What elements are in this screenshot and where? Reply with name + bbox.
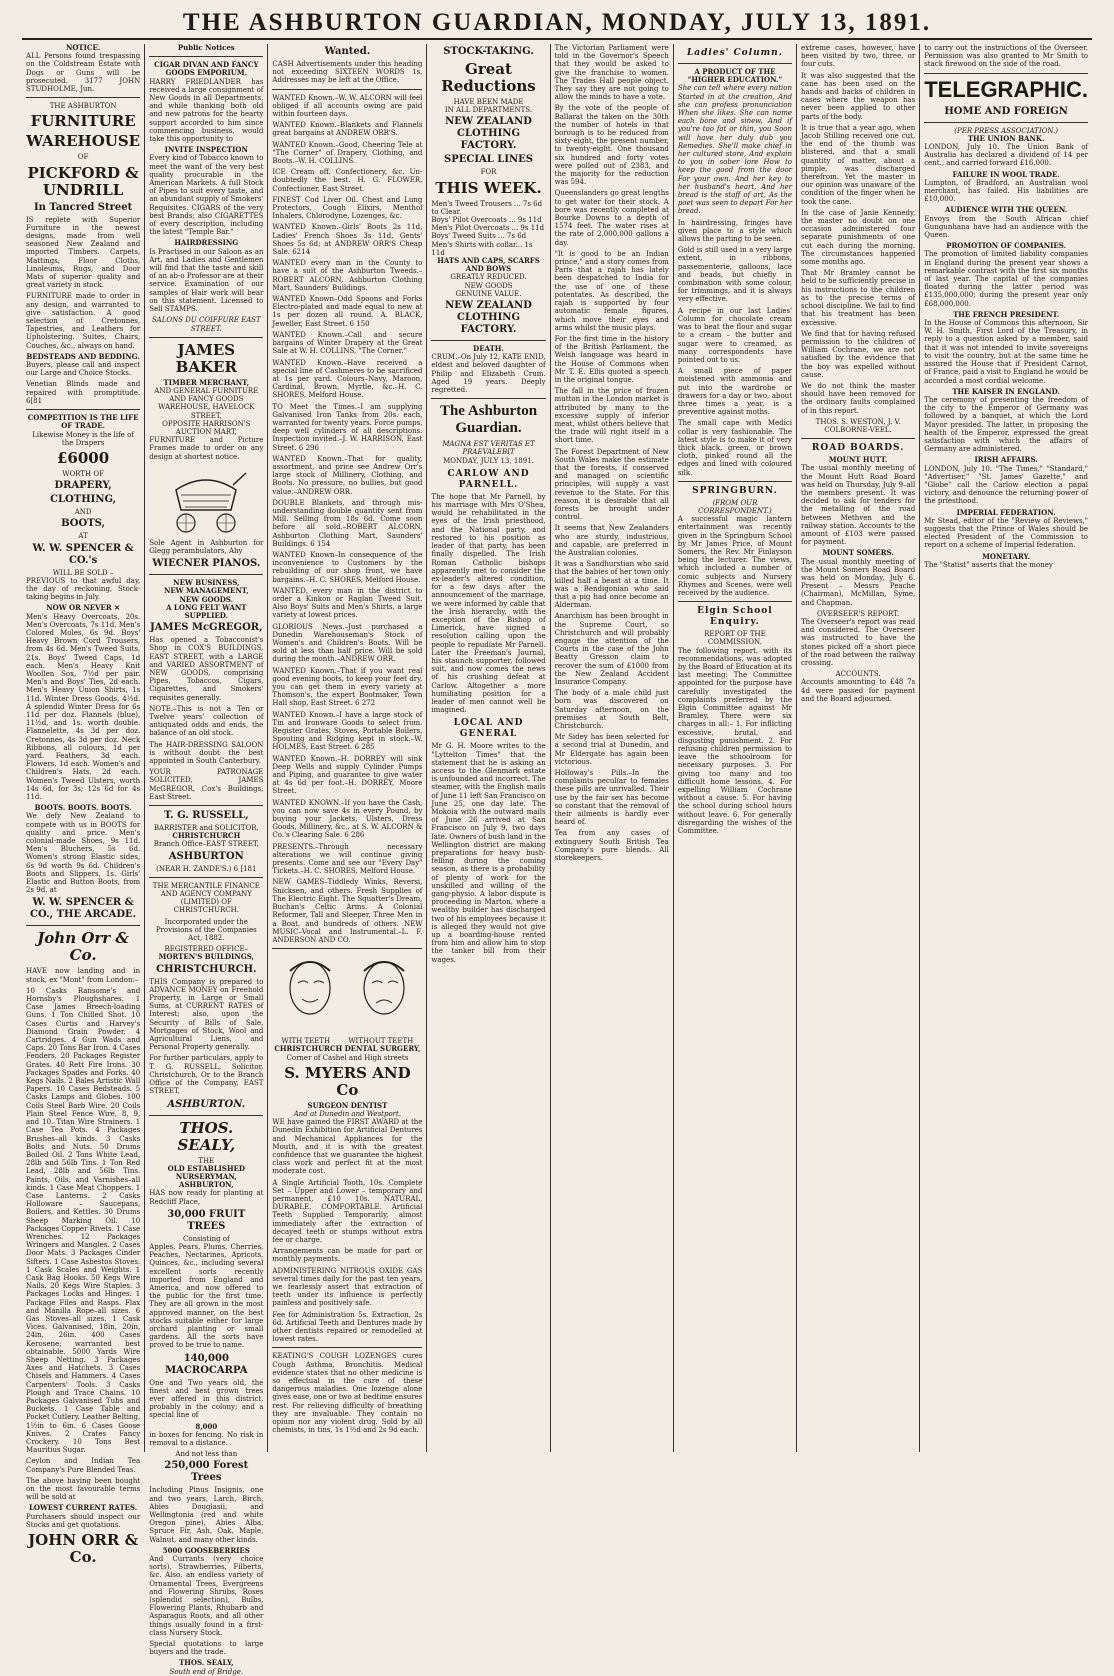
ad-competition: COMPETITION IS THE LIFE OF TRADE.: [27, 413, 139, 431]
report-signed: THOS. S. WESTON, J. V. COLBORNE-VEEL.: [815, 417, 901, 434]
overseer-heading: OVERSEER'S REPORT.: [817, 609, 900, 618]
mount-somers-heading: MOUNT SOMERS.: [822, 548, 894, 558]
news-item: The Forest Department of New South Wales make the estimate that the forests, if conserved and managed on scientific principles, will supply a vast revenue to the State. For this reason, it is desirable that all forests be brought under control.: [554, 447, 669, 522]
ad-company-body: THIS Company is prepared to ADVANCE MONEY on Freehold Property, in Large or Small Sums, at CURRENT RATES of Interest; also, upon the Security of Bills of Sale, Mortgages of Stock, Wool and Agricultural Liens, and Personal Property generally.: [149, 977, 264, 1052]
dental-myers: S. MYERS AND Co: [284, 1063, 411, 1099]
ad-forest-body: Including Pinus Insignis, one and two years, Larch, Birch, Abies Douglasii, and Wellingtonia (red and white Oregon pine), Abies Alba, Spruce Fir, Ash, Oak, Maple, Walnut, and many other kinds.: [149, 1486, 264, 1544]
wanted-ad: WANTED Known.–Blankets and Flannels great bargains at ANDREW ORR'S.: [272, 121, 423, 138]
divider: [272, 948, 422, 949]
ad-barrister: BARRISTER and SOLICITOR,: [153, 824, 259, 833]
ad-new-goods: NEW GOODS.: [179, 594, 234, 604]
ladies-item: In hairdressing, fringes have given place to a style which allows the parting to be seen.: [677, 218, 793, 244]
ad-amount: £6000: [57, 448, 110, 467]
ad-fruit-body: Apples, Pears, Plums, Cherries, Peaches, Nectarines, Apricots, Quinces, &c., including several excellent sorts recently imported from England and America, and now offered to the public for the first time. They are all grown in the most approved manner, on the best stocks suitable either for large orchard planting or small gardens. All the sorts have proved to be true to name.: [149, 1242, 264, 1350]
ad-orr-intro: HAVE now landing and in stock, ex "Mont" from London:–: [26, 967, 141, 984]
dental-addr: Corner of Cashel and High streets: [286, 1053, 409, 1062]
price-line: Men's Shirts with collar... 1s 11d: [431, 240, 533, 257]
price-line: Boys' Tweed Suits ... 7s 6d: [431, 232, 527, 241]
ad-will-be-sold: WILL BE SOLD –: [52, 568, 114, 577]
ad-wiecner: WIECNER PIANOS.: [152, 558, 261, 570]
elgin-body: The following report, with its recommendations, was adopted by the Board of Education at its last meeting: The Committee appointed for the purpose have carefully investigated the complaints preferred by the Elgin Committee against Mr Bramley. There were six charges in all:– 1. For inflicting excessive, brutal, and disgusting punishment. 2. For refusing children permission to leave the schoolroom for necessary purposes. 3. For giving too many and too difficult home lessons. 4. For expelling William Cochrane without a cause. 5. For having the school during school hours without leave. 6. For generally disregarding the wishes of the Committee.: [677, 646, 793, 836]
columns: [22, 43, 1092, 1676]
ad-goose-body: And Currants (very choice sorts), Strawberries, Filberts, &c. Also, an endless variety of Ornamental Trees, Evergreens and Flowering Shrubs, Roses (splendid selection), Bulbs, Flowering Plants, Rhubarb and Asparagus Roots, and all other things usually found in a first-class Nursery Stock.: [149, 1555, 264, 1637]
ad-firm-body: IS replete with Superior Furniture in the newest designs, made from well seasoned New Zealand and imported Timbers. Carpets, Mattings, Floor Cloths, Linoleums, Rugs, and Door Mats of superior quality and great variety in stock.: [26, 215, 141, 290]
ad-drapery: DRAPERY,: [54, 480, 112, 492]
ad-hair-body: Is Practised in our Saloon as an Art, and Ladies and Gentlemen will find that the taste and skill of an ab-o Professor are at their service. Examination of our samples of Hair work will bear on this statement. Licensed to Sell STAMPS.: [149, 247, 264, 314]
death-heading: DEATH.: [473, 344, 504, 354]
ad-clothing: CLOTHING,: [50, 494, 117, 506]
column-8: [920, 44, 1092, 1452]
overseer-body: The Overseer's report was read and considered. The Overseer was instructed to have the stones picked off a short piece of the road between the railway crossing.: [801, 618, 916, 668]
column-7: [797, 44, 920, 1452]
masthead: [22, 8, 1092, 40]
with-teeth-caption: WITH TEETH: [281, 1037, 331, 1046]
divider: [678, 63, 792, 64]
ladies-column: Ladies' Column.: [686, 48, 783, 58]
cable-french-body: In the House of Commons this afternoon, Sir W. H. Smith, First Lord of the Treasury, in reply to a question asked by a member, said that it was not intended to invite sovereigns to visit the country, but at the same time he assured the House that if President Carnot, of France, paid a visit to England he would be accorded a most cordial welcome.: [924, 319, 1089, 385]
mount-hutt-heading: MOUNT HUTT.: [828, 455, 888, 465]
ad-general: AND GENERAL FURNITURE AND FANCY GOODS WAREHOUSE, HAVELOCK STREET,: [154, 386, 259, 420]
column-1: [22, 43, 145, 1567]
cable-union-body: LONDON, July 10. The Union Bank of Australia has declared a dividend of 14 per cent., and carried forward £16,000.: [924, 143, 1089, 168]
ad-fruit-trees: 30,000 FRUIT TREES: [167, 1208, 246, 1232]
dental-portraits-illustration: [272, 953, 422, 1033]
article-local-body: Mr G. H. Moore writes to the "Lyttelton Times" that the statement that he is asking an access to the Glenmark estate is unfounded and incorrect. The steamer, with the English mails of June 11 left San Francisco on June 25, one day late. The Mokoia with the outward mails of June 26 arrived at San Francisco on July 9, two days late. Owners of bush land in the Wellington district are making preparations for heavy bush-felling during the coming season, as there is a probability of plenty of work for the unskilled and willing of the gang-physio. A labor dispute is proceeding in Marton, where a wealthy builder has discharged two of his employees because it is alleged they would not give up a boarding-house rented from him and allow him to stop the tanker bill from their wages.: [431, 742, 546, 964]
ad-mcgregor: JAMES McGREGOR,: [150, 622, 263, 634]
mount-somers-body: The usual monthly meeting of the Mount Somers Road Board was held on Monday, July 6. Present – Messrs Peache (Chairman), McMillan, Syme, and Chapman.: [801, 557, 916, 607]
ad-christchurch2: CHRISTCHURCH.: [156, 963, 257, 975]
ad-forest-trees: 250,000 Forest Trees: [164, 1460, 249, 1484]
news-item: For the first time in the history of the British Parliament, the Welsh language was heard in the House of Commons when Mr T. E. Ellis quoted a speech in the original tongue.: [554, 334, 669, 384]
ad-gooseberries: 5000 GOOSEBERRIES: [162, 1545, 250, 1555]
newspaper-title: THE ASHBURTON GUARDIAN, MONDAY, JULY 13, 1891.: [182, 9, 932, 36]
column-3: [268, 44, 427, 1452]
news-item: to carry out the instructions of the Overseer. Permission was also granted to Mr Smith to stack firewood on the side of the road.: [924, 44, 1089, 69]
ad-orr-sign: JOHN ORR & Co.: [28, 1531, 139, 1567]
price-line: Men's Tweed Trousers ... 7s 6d to Clear.: [431, 199, 543, 216]
ladies-item: The small cape with Medici collar is very fashionable. The latest style is to make it of very thick black, green, or brown cloth, pinked round all the edges and lined with coloured silk.: [677, 419, 793, 477]
ad-special: Special quotations to large buyers and the trade.: [149, 1640, 264, 1657]
ad-patronage: YOUR PATRONAGE SOLICITED, JAMES McGREGOR, Cox's Buildings, East Street.: [149, 768, 264, 801]
column-5: [551, 44, 674, 1452]
wanted-ad: GLORIOUS News.–Just purchased a Dunedin Warehouseman's Stock of Women's and Children's Boots. Will be sold at less than half price. Will be sold during the month.–ANDREW ORR.: [272, 622, 423, 664]
ad-consisting: Consisting of: [183, 1234, 230, 1243]
ad-bedsteads: BEDSTEADS AND BEDDING.: [26, 351, 140, 361]
notice-title: NOTICE.: [65, 43, 101, 52]
dental-fee: Fee for Administration 5s. Extraction, 2s 6d. Artificial Teeth and Dentures made by other dentists repaired or remodelled at lowest rates.: [272, 1310, 423, 1344]
ad-further: For further particulars, apply to T. G. RUSSELL, Solicitor, Christchurch, Or to the Branch Office of the Company, EAST STREET,: [149, 1054, 264, 1096]
ad-ashburton-caps: ASHBURTON: [168, 850, 244, 862]
report-item: In the case of Janie Kennedy, the master no doubt on one occasion administered four separate punishments of one cut each during the morning. The circumstances happened some months ago.: [801, 208, 916, 267]
column-6: [674, 44, 797, 1452]
wanted-cash-ads: CASH Advertisements under this heading not exceeding SIXTEEN WORDS 1s. Addresses may be left at the Office.: [272, 60, 423, 85]
ad-boxes: in boxes for fencing. No risk in removal to a distance.: [149, 1430, 264, 1447]
ad-new-management: NEW MANAGEMENT,: [163, 586, 249, 596]
ad-nz-clothing: NEW ZEALAND CLOTHING FACTORY.: [445, 116, 532, 152]
wanted-ad: WANTED Known.–H. DORREY will sink Deep Wells and supply Cylinder Pumps and Piping, and guarantee to give water at 4s 6d per foot.–H. DORREY, Moore Street.: [272, 754, 423, 796]
notice-body: ALL Persons found trespassing on the Coldstream Estate with Dogs or Guns will be prosecuted. 3177 JOHN STUDHOLME, Jun.: [26, 52, 141, 94]
wanted-ad: ICE Cream off. Confectionery, &c. Un-doubtedly the best. H. G. FLOWER, Confectioner, East Street.: [272, 168, 423, 193]
divider: [924, 73, 1088, 74]
ad-hairdressing: HAIRDRESSING: [174, 238, 239, 248]
news-item: Tea from any cases of extinguery South British Tea Company's pure blends. All storekeepers.: [554, 829, 669, 863]
ad-new-business: NEW BUSINESS,: [173, 578, 240, 588]
news-item: The Victorian Parliament were told in the Governor's Speech that they would be asked to give the franchise to women. The Trades Hall people object. They say they are not going to allow the minds to have a vote.: [554, 44, 669, 102]
news-item: "It is good to be an Indian prince," and a story comes from Paris that a rajah has lately been despatched to India for the use of one of these potentates. As described, the rajah is supported by four automatic female figures, which move their eyes and arms whilst the music plays.: [554, 249, 669, 332]
ad-ashburton-ital: ASHBURTON.: [167, 1098, 246, 1110]
ad-worth-of: WORTH OF: [62, 469, 104, 478]
news-item: The body of a male child just born was discovered on Saturday afternoon, on the premises at South Belt, Christchurch.: [554, 689, 669, 731]
ad-in-all: IN ALL DEPARTMENTS.: [444, 106, 533, 115]
cable-failure-body: Lumpton, of Bradford, an Australian wool merchant, has failed. His liabilities are £10,000.: [924, 178, 1089, 204]
cable-french: THE FRENCH PRESIDENT.: [953, 309, 1060, 319]
ad-one-two: One and Two years old, the finest and best grown trees ever offered in this district, probably in the colony; and a special line of: [149, 1378, 264, 1420]
dental-body: WE have gained the FIRST AWARD at the Dunedin Exhibition for Artificial Dentures and Mechanical Appliances for the Mouth, and it is with the greatest confidence that we guarantee the highest class work and perfect fit at the most moderate cost.: [272, 1118, 423, 1176]
dental-arrangements: Arrangements can be made for part or monthly payments.: [272, 1247, 423, 1264]
wanted-ad: WANTED, every man in the district to order a Kinkon or Raglan Tweed Suit. Also Boys' Suits and Men's Shirts, a large variety at lowest prices.: [272, 586, 423, 620]
cable-irish-body: LONDON, July 10. "The Times," "Standard," "Advertiser," "St. James' Gazette," and "Globe" call the Carlow election a papal victory, and denounce the returning power of the priesthood.: [924, 464, 1089, 506]
poem-body: She can tell where every nation Started in at the creation, And she can profess pronunciation When she likes. She can name each bone and sinew, And if you're too fat or thin, you Soon will have her duly dub you Remedies. She'll make chief in her cultured store, And explain to you in sober lore How to keep the good from the door For your own. And her key to her husband's heart, And her bread is the staff of art, As the poet was seen to depart For her bread.: [677, 84, 793, 216]
elgin-report: REPORT OF THE COMMISSION.: [704, 630, 766, 647]
wanted-ad: TO Meet the Times.–I am supplying Galvanised Iron Tanks from 20s. each, warranted for twenty years. Force pumps, deep well cylinders of all descriptions. Inspection invited.–J. W. HARRISON, East Street. 6 296: [272, 402, 423, 452]
cable-monetary: MONETARY.: [982, 551, 1031, 561]
road-boards-heading: ROAD BOARDS.: [811, 443, 905, 454]
ad-boots: BOOTS,: [61, 518, 106, 530]
ad-purchasers: Purchasers should inspect our Stocks and get quotations.: [26, 1512, 141, 1529]
price-lines-list: [431, 200, 545, 257]
section-public-notices: Public Notices: [177, 43, 235, 52]
news-item: It was a Sandhurstian who said that the babies of her town only killed half a beast at a time. It was a Bendigonian who said that a pig had once become an Alderman.: [554, 560, 669, 610]
report-item: extreme cases, however, have been visited by two, three, or four cuts.: [801, 44, 916, 69]
news-item: It seems that New Zealanders who are sturdy, industrious, and capable, are preferred in the Australian colonies.: [554, 524, 669, 557]
ad-james-baker: JAMES BAKER: [175, 340, 237, 376]
ad-mcgregor-body: Has opened a Tobacconist's Shop in COX'S BUILDINGS, EAST STREET, with a LARGE and VARIED ASSORTMENT of NEW GOODS, comprising Pipes, Tobaccos, Cigars, Cigarettes, and Smokers' requisites generally.: [149, 636, 264, 702]
ad-saloon: The HAIR-DRESSING SALOON is without doubt the best appointed in South Canterbury.: [149, 740, 264, 765]
ad-sealy-intro: HAS now ready for planting at Redcliff Place,: [149, 1189, 264, 1206]
ad-buyers: Buyers, please call and inspect our Large and Choice Stocks.: [26, 361, 141, 378]
report-item: We do not think the master should have been removed for the ordinary faults complained of in this report.: [801, 381, 916, 415]
cable-promotion-body: The promotion of limited liability companies in England during the present year shows a remarkable contrast with the first six months of last year. The capital of the companies floated during the latter period was £135,000,000; during the present year only £68,000,000.: [924, 250, 1089, 308]
divider: [149, 805, 263, 806]
divider: [149, 56, 263, 57]
ad-boots-body: We defy New Zealand to compete with us in BOOTS for quality and price. Men's colonial-made Shoes, 9s 11d. Men's Bluchers, 5s 6d. Women's strong Elastic sides, 6s 9d worth 9s 6d. Children's Boots and Slippers, 1s. Girls' Elastic and Button Boots, from 2s 9d. at: [26, 812, 141, 895]
ad-warehouse: WAREHOUSE: [26, 132, 141, 151]
ad-orr-tea: Ceylon and Indian Tea Company's Pure Blended Teas.: [26, 1457, 141, 1474]
ad-ashburton: THE ASHBURTON: [49, 102, 117, 111]
divider: [149, 1115, 263, 1116]
ad-stock-taking: STOCK-TAKING.: [443, 46, 534, 57]
ad-venetian: Venetian Blinds made and repaired with promptitude. 6[81: [26, 380, 141, 405]
death-body: CRUM.–On July 12, KATE ENID, eldest and beloved daughter of Philip and Elizabeth Crum. Aged 19 years. Deeply regretted.: [431, 353, 546, 395]
ad-special-lines: SPECIAL LINES: [444, 154, 533, 166]
ad-mercantile: THE MERCANTILE FINANCE AND AGENCY COMPANY (LIMITED) OF CHRISTCHURCH.: [152, 881, 260, 915]
cable-audience: AUDIENCE WITH THE QUEEN.: [945, 205, 1068, 215]
ladies-item: A recipe in our last Ladies' Column for chocolate cream was to beat the flour and sugar to a cream – the butter and sugar were to creamed, as many correspondents have pointed out to us.: [677, 306, 793, 364]
ad-price-list: Men's Heavy Overcoats, 20s. Men's Overcoats, 7s 11d. Men's Colored Moles, 6s 9d. Boys' Heavy Brown Cord Trousers, from 4s 6d. Men's Tweed Suits, 21s. Boys' Tweed Caps, 1d each. Men's Heavy Knit Woollen Sox, 7½d per pair. Men's and Boys' Ties, 2d each. Men's Heavy Union Shirts, 1s 11d. Winter Dress Goods, 4½d. A splendid Winter Dress for 6s 11d per doz. Flannels (blue), 11½d, and 1s. worth double. Flannelette, 4s 3d per doz. Cretonnes, 4s 3d per doz. Neck Ribbons, all colours, 1d per yard. Feathers, 3d each. Flowers, 1d each. Women's and Children's Hats, 2d each. Women's Tweed Ulsters, worth 14s 6d, for 3s; 12s 6d for 4s 11d.: [26, 612, 141, 801]
ad-nz-factory: NEW ZEALAND CLOTHING FACTORY.: [445, 300, 532, 336]
ad-keating: KEATING'S COUGH LOZENGES cures Cough Asthma, Bronchitis. Medical evidence states that no other medicine is so effectual in the cure of these dangerous maladies. One lozenge alone gives ease, one or two at bedtime ensures rest. For relieving difficulty of breathing they are invaluable. They contain no opium nor any violent drug. Sold by all chemists, in tins, 1s 1½d and 2s 9d each.: [272, 1352, 423, 1435]
divider: [272, 1347, 422, 1348]
ad-john-orr: John Orr & Co.: [37, 929, 129, 965]
cable-failure: FAILURE IN WOOL TRADE.: [952, 169, 1060, 179]
cable-promotion: PROMOTION OF COMPANIES.: [946, 241, 1067, 251]
ad-invite-body: Every kind of Tobacco known to meet the want of the very best quality procurable in the American Markets. A full Stock of Pipes to suit every taste, and an abundant supply of Smokers' Requisites. CIGARS of the very best Brands; also CIGARETTES of every description, including the latest "Temple Bar.": [149, 154, 264, 237]
cable-kaiser: THE KAISER IN ENGLAND.: [952, 386, 1060, 396]
ad-street: In Tancred Street: [33, 201, 133, 213]
divider: [26, 925, 140, 926]
wanted-ad: WANTED every man in the County to have a suit of the Ashburton Tweeds.–ROBERT ALCORN, Ashburton Clothing Mart, Saunders' Buildings.: [272, 259, 423, 292]
springburn-body: A successful magic lantern entertainment was recently given in the Springburn School by Mr James Price, of Mount Somers, the Rev. Mr Finlayson being the lecturer. The views, which included a number of comic subjects and Nursery Rhymes and Scenes, were well received by the audience.: [677, 515, 793, 597]
ad-timber: TIMBER MERCHANT,: [163, 377, 250, 387]
dental-nitrous: ADMINISTERING NITROUS OXIDE GAS several times daily for the past ten years, we fearlessly assert that extraction of teeth under its influence is perfectly painless and positively safe.: [272, 1266, 423, 1308]
dental-single-tooth: A Single Artificial Tooth, 10s. Complete Set – Upper and Lower – temporary and permanent, £10 10s. NATURAL, DURABLE, COMFORTABLE. Artificial Teeth Supplied Temporarily, almost immediately after the extraction of decayed teeth or stumps without extra fee or charge.: [272, 1178, 423, 1244]
divider: [26, 97, 140, 98]
ad-invite: INVITE INSPECTION: [164, 145, 248, 155]
ad-genuine-value: GENUINE VALUE.: [455, 289, 522, 298]
ad-have-been: HAVE BEEN MADE: [453, 98, 524, 106]
cable-imperial: IMPERIAL FEDERATION.: [956, 507, 1056, 517]
wanted-ads-list: [272, 94, 422, 945]
ad-now-or-never: NOW OR NEVER ✕: [46, 603, 120, 613]
springburn-heading: SPRINGBURN.: [692, 485, 778, 496]
ad-salons: SALONS DU COIFFURE EAST STREET.: [151, 316, 261, 333]
news-item: Mr Sidey has been selected for a second trial at Dunedin, and Mr Eldergate has again been victorious.: [554, 733, 669, 766]
report-item: It is true that a year ago, when Jacob Stilling received one cut, the end of the thumb was blistered, and that a small quantity of matter, about a pimple, was discharged therefrom. Yet the master in our opinion was unaware of the condition of the finger when he took the cane.: [801, 123, 916, 206]
divider: [149, 877, 263, 878]
divider: [431, 340, 545, 341]
accounts-body: Accounts amounting to £48 7s 4d were passed for payment and the Board adjourned.: [801, 678, 916, 703]
ad-mortens: MORTEN'S BUILDINGS,: [158, 952, 254, 962]
wanted-ad: WANTED Known.–That if you want real good evening boots, to keep your feet dry, you can get them in every variety at Thomson's, the expert Bootmaker, Town Hall shop, East Street. 6 272: [272, 666, 423, 708]
divider: [801, 438, 915, 439]
ad-hats: HATS AND CAPS, SCARFS AND BOWS: [437, 256, 540, 274]
ad-furniture-order: FURNITURE made to order in any design, and warranted to give satisfaction. A good selection of Cretonnes, Tapestries, and Leathers for Upholstering. Suites, Chairs, Couches, &c., always on hand.: [26, 292, 141, 350]
ad-and-not: And not less than: [175, 1450, 238, 1459]
wanted-ad: PRESENTS.–Through necessary alterations we will continue giving presents. Come and see our "Every Day" Tickets.–H. C. SHORES, Melford House.: [272, 842, 423, 876]
ad-orr-list: 10 Casks Ransome's and Hornsby's Ploughshares. 1 Case James Breech-loading Guns. 1 Ton Chilled Shot. 10 Cases Curtis and Harvey's Diamond Grain Powder. 4 Cartridges. 4 Gun Wads and Caps. 20 Tons Bar Iron. 4 Cases Fenders. 20 Packages Register Grates. 40 Rett Fire Irons. 30 Packages Spades and Forks. 40 Kegs Nails. 2 Bales Artistic Wall Papers. 10 Cases Bedsteads. 5 Casks Lamps and Globes. 100 Coils Steel Barb Wire. 20 Coils Plain Steel Fence Wire, 8, 9, and 10. Titan Wire Strainers. 1 Case Tea Pots. 4 Packages Brushes–all kinds. 3 Casks Bolts and Nuts. 50 Drums Boiled Oil. 2 Tons White Lead, 28lb and 56lb Tins. 1 Ton Red Lead, 28lb and 56lb Tins. Paints, Oils, and Varnishes–all kinds. 1 Case Meat Choppers. 1 Case Lanterns. 2 Casks Holloware – Saucepans, Boilers, and Kettles. 30 Drums Sheep Marking Oil. 10 Packages Copper Rivets. 1 Case Wrenches. 12 Packages Wringers and Mangles. 2 Cases Door Mats. 3 Packages Cinder Sifters. 1 Case Asbestos Stoves. 1 Cask Scales and Weights. 1 Cask Bag Hooks. 50 Kegs Wire Nails. 20 Kegs Wire Staples. 3 Packages Locks and Hinges. 1 Package Files and Rasps. Flax and Manilla Rope–all sizes. 6 Gas Stoves–all sizes. 1 Cask Vices. Galvanised, 18in, 20in, 24in, 26in. 400 Cases Kerosene; warranted best obtainable. 5000 Yards Wire Sheep Netting. 3 Packages Axes and Hatchets. 3 Cases Chisels and Hammers. 4 Cases Carpenters' Tools. 3 Casks Plough and Trace Chains. 10 Packages Galvanised Tubs and Buckets. 1 Case Table and Pocket Cutlery. Leather Belting, 1½in to 6in. 6 Cases Goose Knives. 2 Crates Fancy Crockery. 10 Tons Best Mauritius Sugar.: [26, 986, 141, 1455]
wanted-ad: WANTED Known.–Good, Cheering Tele at "The Corner" of Drapery, Clothing, and Boots.–W. H. COLLINS.: [272, 140, 423, 166]
ad-macrocarpa: 140,000 MACROCARPA: [165, 1352, 248, 1376]
ad-opposite: OPPOSITE HARRISON'S AUCTION MART,: [162, 419, 251, 436]
guardian-date: MONDAY, JULY 13, 1891.: [443, 456, 534, 465]
ad-friedlander: HARRY FRIEDLANDER has received a large consignment of New Goods in all Departments, and while thanking both old and new patrons for the hearty support accorded to him since commencing business, would take this opportunity to: [149, 77, 264, 144]
ad-furniture: FURNITURE: [30, 112, 136, 131]
home-foreign: HOME AND FOREIGN: [944, 105, 1068, 117]
perambulator-illustration: [161, 465, 251, 535]
cable-kaiser-body: The ceremony of presenting the freedom of the city to the Emperor of Germany was followed by a banquet, at which the Lord Mayor presided. The latter, in proposing the health of the Emperor, expressed the great satisfaction with which the affairs of Germany are administered.: [924, 395, 1089, 454]
ad-sole-agent: Sole Agent in Ashburton for Glegg perambulators, Ahy: [149, 538, 264, 555]
ad-of: OF: [77, 153, 89, 162]
ad-cigar-divan: CIGAR DIVAN AND FANCY GOODS EMPORIUM.: [154, 60, 259, 78]
ladies-item: A small piece of paper moistened with ammonia and put into the wardrobe or drawers for a day or two, about three times a year, is a preventive against moths.: [677, 367, 793, 417]
cable-union-bank: THE UNION BANK.: [967, 133, 1045, 143]
price-line: Boys' Pilot Overcoats ... 9s 11d: [431, 216, 542, 225]
wanted-ad: DOUBLE Blankets, and through mis-understanding double quantity sent from Mill. Selling from 18s 6d. Come soon before all sold.–ROBERT ALCORN, Ashburton Clothing Mart, Saunders' Buildings. 6 154: [272, 498, 423, 548]
ad-incorporated: Incorporated under the Provisions of the Companies Act, 1882.: [155, 917, 257, 943]
ad-stocktaking: PREVIOUS to that awful day, the day of reckoning, Stock-taking begins in July.: [26, 576, 141, 602]
cable-imperial-body: Mr Stead, editor of the "Review of Reviews," suggests that the Prince of Wales should be elected President of the Commission to report on a scheme of Imperial federation.: [924, 516, 1089, 550]
wanted-ad: FINEST Cod Liver Oil. Chest and Lung Protectors, Cough Elixirs, Menthol Inhalers, Chlorodyne, Lozenges, &c.: [272, 195, 423, 221]
divider: [149, 574, 263, 575]
divider: [924, 122, 1088, 123]
ad-near: (NEAR H. ZANDE'S.) 6 [181: [156, 864, 257, 873]
ad-sealy-sign: THOS. SEALY,: [179, 1658, 234, 1668]
news-item: Holloway's Pills.–In the complaints peculiar to females these pills are unrivalled. Their use by the fair sex has become so constant that the removal of their ailments is hardly ever heard of.: [554, 769, 669, 827]
article-carlow-body: The hope that Mr Parnell, by his marriage with Mrs O'Shea, would be rehabilitated in the eyes of the Irish priesthood, and the National party, and restored to his position as leader of that party, has been finally dispelled. The Irish Roman Catholic bishops apparently met to consider the ex-leader's altered condition, for a few days after the announcement of the marriage, we were informed by cable that the Irish hierarchy, with the exception of the Bishop of Limerick, have signed a resolution calling upon the people to repudiate Mr Parnell. Later the Freeman's Journal, his staunch supporter, followed suit, and now comes the news of his crushing defeat at Carlow. Altogether a more humiliating position for a leader of men cannot well be imagined.: [431, 492, 546, 715]
article-carlow: CARLOW AND PARNELL.: [447, 468, 530, 490]
ad-russell: T. G. RUSSELL,: [163, 810, 249, 822]
ad-long-felt: A LONG FELT WANT SUPPLIED.: [166, 602, 247, 620]
guardian-motto: MAGNA EST VERITAS ET PRAEVALEBIT: [442, 440, 535, 457]
ad-sealy: THOS. SEALY,: [177, 1118, 236, 1154]
divider: [431, 398, 545, 399]
press-association: (PER PRESS ASSOCIATION.): [954, 126, 1058, 135]
ad-new-goods: NEW GOODS: [464, 281, 513, 290]
news-item: By the vote of the people of Ballarat the taken on the 30th the number of hotels in that borough is to be reduced from sixty-eight, the present number, to twenty-eight. One thousand six hundred and forty votes were polled out of 2383, and the majority for the reduction was 594.: [554, 104, 669, 187]
ad-great-reductions: Great Reductions: [441, 60, 536, 95]
ad-at: AT: [78, 532, 88, 541]
ad-registered: REGISTERED OFFICE–: [164, 945, 249, 954]
report-item: That Mr Bramley cannot be held to be sufficiently precise in his instructions to the children as to the precise terms of school discipline. We fail to find that his treatment has been excessive.: [801, 269, 916, 327]
section-wanted: Wanted.: [324, 46, 371, 57]
divider: [678, 601, 792, 602]
wanted-ad: WANTED KNOWN.–If you have the Cash, you can now save 4s in every Pound, by buying your Jackets, Ulsters, Dress Goods, Millinery, &c., at S. W. ALCORN & Co.'s Clearing Sale. 6 286: [272, 798, 423, 840]
wanted-ad: WANTED Known.–That for quality, assortment, and price see Andrew Orr's large stock of Millinery, Clothing, and Boots. No pressure, no bullies, but good value.–ANDREW ORR.: [272, 454, 423, 496]
springburn-correspondent: (FROM OUR CORRESPONDENT.): [698, 498, 772, 515]
ad-furniture-frames: FURNITURE and Picture Frames made to order on any design at shortest notice.: [149, 436, 264, 461]
ad-note: NOTE.–This is not a Ten or Twelve years' collection of antiquated odds and ends, the balance of an old stock.: [149, 704, 264, 738]
news-item: Anarchism has been brought in the Supreme Court, so Christchurch and will probably engage the attention of the Courts in the case of the John Beatty Gresson claim to recover the sum of £1000 from the New Zealand Accident Insurance Company.: [554, 612, 669, 687]
ad-nursery: OLD ESTABLISHED NURSERYMAN, ASHBURTON,: [167, 1163, 245, 1190]
cable-audience-body: Envoys from the South African chief Gungunhana have had an audience with the Queen.: [924, 214, 1089, 240]
ad-greatly-reduced: GREATLY REDUCED.: [450, 273, 527, 282]
ad-sealy-the: THE: [198, 1156, 215, 1165]
ad-sealy-addr: South end of Bridge.: [169, 1667, 244, 1676]
dental-surgeon-addr: And at Dunedin and Westport.: [293, 1109, 402, 1118]
news-item: The fall in the price of frozen mutton in the London market is attributed by many to the excessive supply of inferior meat, whilst others believe that the trade will right itself in a short time.: [554, 387, 669, 445]
ad-price-8: 8,000: [195, 1421, 218, 1431]
wanted-ad: NEW GAMES–Tiddledy Winks, Reversi, Snicksen, and others. Fresh Supplies of The Electric Eight. The Squatter's Dream, Buchan's Celtic Arms. A Colonial Reformer, Tall and Sleeper, Three Men in a Boat, and hundreds of others. NEW MUSIC–Vocal and Instrumental.–L. F. ANDERSON AND CO.: [272, 878, 423, 944]
accounts-heading: ACCOUNTS.: [835, 670, 881, 679]
wanted-ad: WANTED Known–Odd Spoons and Forks Electro-plated and made equal to new at 1s per dozen all round. A. BLACK, Jeweller, East Street. 6 150: [272, 295, 423, 328]
news-item: Queenslanders go great lengths to get water for their stock. A bore was recently completed at Bourke Downs to a depth of 1574 feet. The water rises at the rate of 2,000,000 gallons a day.: [554, 189, 669, 247]
wanted-ad: WANTED Known.–Have received a special line of Cashmeres to be sacrificed at 1s per yard. Colours–Navy, Maroon, Cardinal, Brown, Myrtle, &c.–H. C. SHORES, Melford House.: [272, 358, 423, 400]
wanted-ad: WANTED Known.–Girls' Boots 2s 11d, Ladies' French Shoes 3s 11d, Gents' Shoes 5s 6d; at ANDREW ORR'S Cheap Sale. 6214: [272, 223, 423, 257]
wanted-ad: WANTED Known.–Call and secure bargains of Winter Drapery at the Great Sale at W. H. COLLINS, "The Corner.": [272, 330, 423, 356]
elgin-heading: Elgin School Enquiry.: [697, 606, 773, 628]
report-item: We find that for having refused permission to the children of William Cochrane, we are not satisfied by the evidence that the boy was expelled without cause.: [801, 329, 916, 379]
ad-boots-line: BOOTS. BOOTS. BOOTS.: [34, 803, 132, 813]
dental-surgery: CHRISTCHURCH DENTAL SURGERY,: [274, 1044, 421, 1054]
mount-hutt-body: The usual monthly meeting of the Mount Hutt Road Board was held on Thursday, July 9–all the members present. It was decided to ask for tenders for the metalling of the road between Methven and the railway station. Accounts to the amount of £103 were passed for payment.: [801, 464, 916, 547]
divider: [678, 481, 792, 482]
ad-spencer: W. W. SPENCER & CO.'s: [32, 542, 134, 566]
divider: [26, 409, 140, 410]
divider: [272, 89, 422, 90]
ad-lowest: LOWEST CURRENT RATES.: [28, 1503, 138, 1513]
dental-surgeon: SURGEON DENTIST: [307, 1100, 388, 1110]
without-teeth-caption: WITHOUT TEETH: [348, 1037, 414, 1046]
divider: [149, 337, 263, 338]
ad-likewise: Likewise Money is the life of the Drapers: [32, 430, 134, 447]
column-2: [145, 43, 268, 1676]
column-4: [427, 44, 550, 1452]
ad-and: AND: [74, 508, 92, 517]
ad-branch: Branch Office–EAST STREET,: [153, 840, 259, 849]
cable-monetary-body: The "Statist" asserts that the money: [924, 560, 1053, 569]
ad-firm: PICKFORD & UNDRILL: [27, 163, 139, 199]
wanted-ad: WANTED Known.–I have a large stock of Tin and Ironware Goods to select from. Register Grates, Stoves, Portable Boilers, Spouting and Ridging kept in stock.–W. HOLMES, East Street. 6 285: [272, 710, 423, 752]
ad-christchurch: CHRISTCHURCH: [172, 831, 241, 841]
ad-for: FOR: [480, 168, 497, 177]
guardian-title: The Ashburton Guardian.: [439, 403, 538, 437]
telegraphic-heading: TELEGRAPHIC.: [924, 76, 1089, 102]
price-line: Men's Pilot Overcoats ... 9s 11d: [431, 224, 545, 233]
ladies-item: Gold is still used in a very large extent, in ribbons, passementerie, galloons, lace and beads, but chiefly in combination with some colour, for trimmings, and it is always very effective.: [677, 246, 793, 304]
cable-irish: IRISH AFFAIRS.: [974, 455, 1038, 465]
article-local: LOCAL AND GENERAL: [453, 718, 524, 740]
report-item: It was also suggested that the cane has been used on the hands and backs of children in cases where the weapon has never been applied to other parts of the body.: [801, 71, 916, 121]
wanted-ad: WANTED Known–In consequence of the inconvenience to Customers by the rebuilding of our shop front, we have bargains.–H. C. SHORES, Melford House.: [272, 550, 423, 584]
wanted-ad: WANTED Known.–W. W. ALCORN will feel obliged if all accounts owing are paid within fourteen days.: [272, 93, 423, 119]
ad-orr-close: The above having been bought on the most favourable terms will be sold at: [26, 1476, 141, 1502]
ad-spencer-big: W. W. SPENCER & CO., THE ARCADE.: [30, 897, 137, 921]
ad-this-week: THIS WEEK.: [435, 178, 542, 197]
poem-title: A PRODUCT OF THE "HIGHER EDUCATION.": [687, 67, 783, 85]
